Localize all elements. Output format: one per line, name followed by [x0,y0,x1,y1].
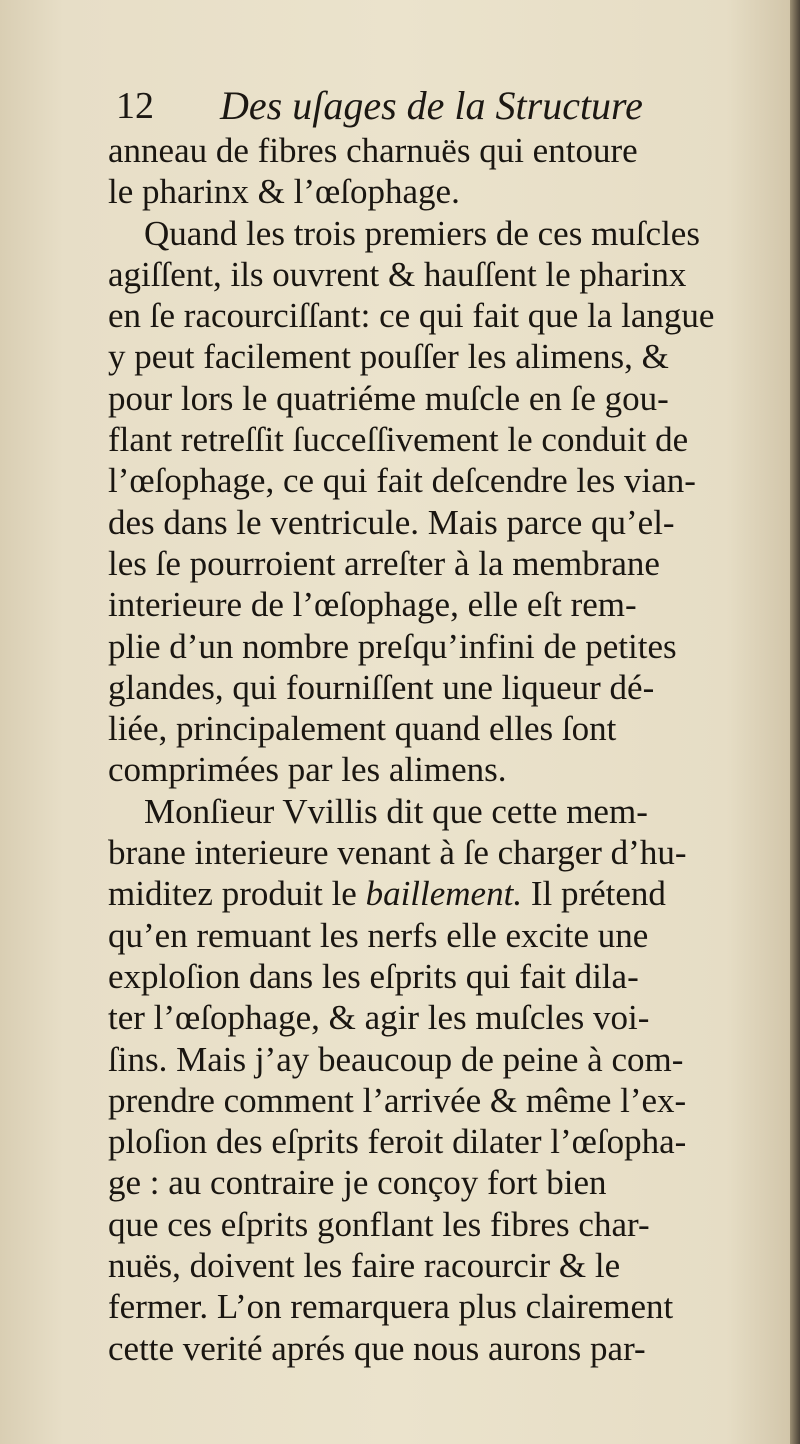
text-line: le pharinx & l’œſophage. [108,172,460,212]
text-line: les ſe pourroient arreſter à la membrane [108,543,660,583]
text-line: interieure de l’œſophage, elle eſt rem- [108,585,637,625]
text-line-mixed [108,873,768,914]
text-line: ploſion des eſprits feroit dilater l’œſopha- [108,1122,687,1162]
text-fragment: miditez produit le [108,874,366,914]
running-title: Des uſages de la Structure [220,83,643,128]
text-line: ſins. Mais j’ay beaucoup de peine à com- [108,1039,684,1079]
text-line: pour lors le quatriéme muſcle en ſe gou- [108,378,669,418]
text-line: glandes, qui fourniſſent une liqueur dé- [108,667,655,707]
text-fragment: Il prétend [522,874,666,914]
text-line: Monſieur Vvillis dit que cette mem- [144,791,648,831]
text-line: qu’en remuant les nerfs elle excite une [108,915,649,955]
text-line: en ſe racourciſſant: ce qui fait que la langue [108,296,715,336]
text-line: plie d’un nombre preſqu’infini de petites [108,626,677,666]
text-line: anneau de fibres charnuës qui entoure [108,131,638,170]
text-line: flant retreſſit ſucceſſivement le conduit de [108,420,689,460]
text-line: ter l’œſophage, & agir les muſcles voi- [108,998,650,1038]
text-line: brane interieure venant à ſe charger d’hu- [108,833,687,873]
text-line: agiſſent, ils ouvrent & hauſſent le pharinx [108,254,687,294]
italic-term: baillement. [365,874,523,914]
text-line: prendre comment l’arrivée & même l’ex- [108,1080,687,1120]
page-number: 12 [116,85,154,127]
page-header [116,78,756,134]
text-line: exploſion dans les eſprits qui fait dila- [108,956,639,996]
text-line: liée, principalement quand elles ſont [108,709,617,749]
text-line: comprimées par les alimens. [108,750,507,790]
text-line: fermer. L’on remarquera plus clairement [108,1287,674,1327]
text-line: des dans le ventricule. Mais parce qu’el- [108,502,675,542]
text-line: que ces eſprits gonflant les fibres char- [108,1204,650,1244]
text-line: y peut facilement pouſſer les alimens, & [108,337,669,377]
body-text [108,130,768,1369]
text-line: l’œſophage, ce qui fait deſcendre les vian- [108,461,696,501]
text-line: nuës, doivent les faire racourcir & le [108,1246,621,1286]
page-edge [790,0,800,1444]
text-line: ge : au contraire je conçoy fort bien [108,1163,607,1203]
text-line: Quand les trois premiers de ces muſcles [144,213,700,253]
text-line: cette verité aprés que nous aurons par- [108,1328,646,1368]
